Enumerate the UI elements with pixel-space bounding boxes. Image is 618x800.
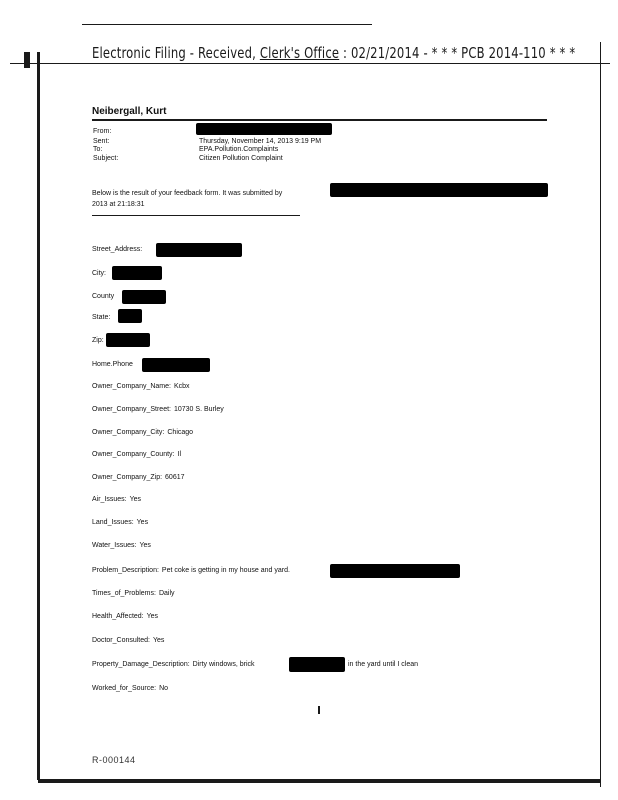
field-label: State: (92, 314, 111, 321)
property-redaction (289, 657, 345, 672)
field-label: Health_Affected: (92, 613, 144, 620)
intro-after: 2013 at 21:18:31 (92, 201, 145, 208)
field-row (92, 542, 151, 549)
field-value: Daily (158, 590, 175, 597)
submitter-redaction (330, 183, 548, 197)
field-label: Owner_Company_Name: (92, 383, 171, 390)
top-scan-line (82, 24, 372, 25)
field-row (92, 270, 106, 277)
field-label: Land_Issues: (92, 519, 134, 526)
field-value: No (159, 685, 169, 692)
field-row (92, 246, 142, 253)
field-label: Property_Damage_Description: (92, 661, 190, 668)
stray-mark (318, 706, 320, 714)
field-row (92, 519, 148, 526)
subject-value: Citizen Pollution Complaint (199, 155, 283, 162)
to-value: EPA.Pollution.Complaints (199, 146, 279, 153)
field-row (92, 474, 185, 481)
intro-text (92, 188, 332, 210)
city-redaction (112, 266, 162, 280)
field-label: Problem_Description: (92, 567, 159, 574)
label-subject: Subject: (93, 155, 119, 162)
field-value: Dirty windows, brick (192, 661, 255, 668)
field-value: Kcbx (173, 383, 190, 390)
field-row (92, 661, 419, 668)
bates-number: R-000144 (92, 755, 136, 765)
field-label: Zip: (92, 337, 104, 344)
stamp-suffix: : 02/21/2014 - * * * PCB 2014-110 * * * (339, 44, 576, 62)
field-value: 60617 (165, 474, 185, 481)
field-value: Il (177, 451, 181, 458)
field-label: Home.Phone (92, 361, 133, 368)
zip-redaction (106, 333, 150, 347)
stamp-prefix: Electronic Filing - Received, (92, 44, 260, 62)
left-border (37, 52, 40, 780)
field-row (92, 685, 168, 692)
field-label: Owner_Company_Zip: (92, 474, 163, 481)
field-row (92, 590, 175, 597)
field-value: Yes (146, 613, 159, 620)
field-row (92, 637, 164, 644)
label-sent: Sent: (93, 138, 110, 145)
intro-before: Below is the result of your feedback form. It was submitted by (92, 190, 283, 197)
right-border (600, 42, 601, 787)
sent-value: Thursday, November 14, 2013 9:19 PM (199, 138, 322, 145)
field-label: County (92, 293, 115, 300)
phone-redaction (142, 358, 210, 372)
stamp-office: Clerk's Office (259, 44, 340, 62)
field-value-continued: in the yard until I clean (348, 661, 419, 668)
field-label: Owner_Company_County: (92, 451, 175, 458)
field-label: Worked_for_Source: (92, 685, 157, 692)
stamp-underline (10, 63, 610, 64)
field-row (92, 429, 193, 436)
field-label: Street_Address: (92, 246, 143, 253)
field-row (92, 496, 141, 503)
field-row (92, 613, 158, 620)
intro-divider (92, 215, 300, 216)
street-redaction (156, 243, 242, 257)
field-label: Doctor_Consulted: (92, 637, 150, 644)
filing-stamp (92, 44, 575, 62)
field-value: Yes (139, 542, 151, 549)
field-row (92, 314, 110, 321)
field-label: Water_Issues: (92, 542, 137, 549)
from-redaction (196, 123, 332, 135)
field-value: Chicago (167, 429, 194, 436)
field-label: City: (92, 270, 106, 277)
left-border-mark (24, 52, 30, 68)
field-value: Yes (136, 519, 149, 526)
county-redaction (122, 290, 166, 304)
field-value: Yes (129, 496, 142, 503)
field-row (92, 383, 190, 390)
name-underline (92, 119, 547, 121)
bottom-border (38, 779, 601, 783)
sender-name: Neibergall, Kurt (92, 106, 167, 117)
field-row (92, 406, 224, 413)
field-label: Times_of_Problems: (92, 590, 156, 597)
field-value: Pet coke is getting in my house and yard. (161, 567, 290, 574)
field-row (92, 337, 104, 344)
field-row (92, 567, 290, 574)
label-from: From: (93, 128, 112, 135)
problem-redaction (330, 564, 460, 578)
field-label: Air_Issues: (92, 496, 127, 503)
field-value: Yes (152, 637, 165, 644)
field-row (92, 451, 181, 458)
field-label: Owner_Company_City: (92, 429, 165, 436)
state-redaction (118, 309, 142, 323)
field-label: Owner_Company_Street: (92, 406, 171, 413)
field-row (92, 293, 114, 300)
field-value: 10730 S. Burley (173, 406, 224, 413)
label-to: To: (93, 146, 103, 153)
field-row (92, 361, 133, 368)
